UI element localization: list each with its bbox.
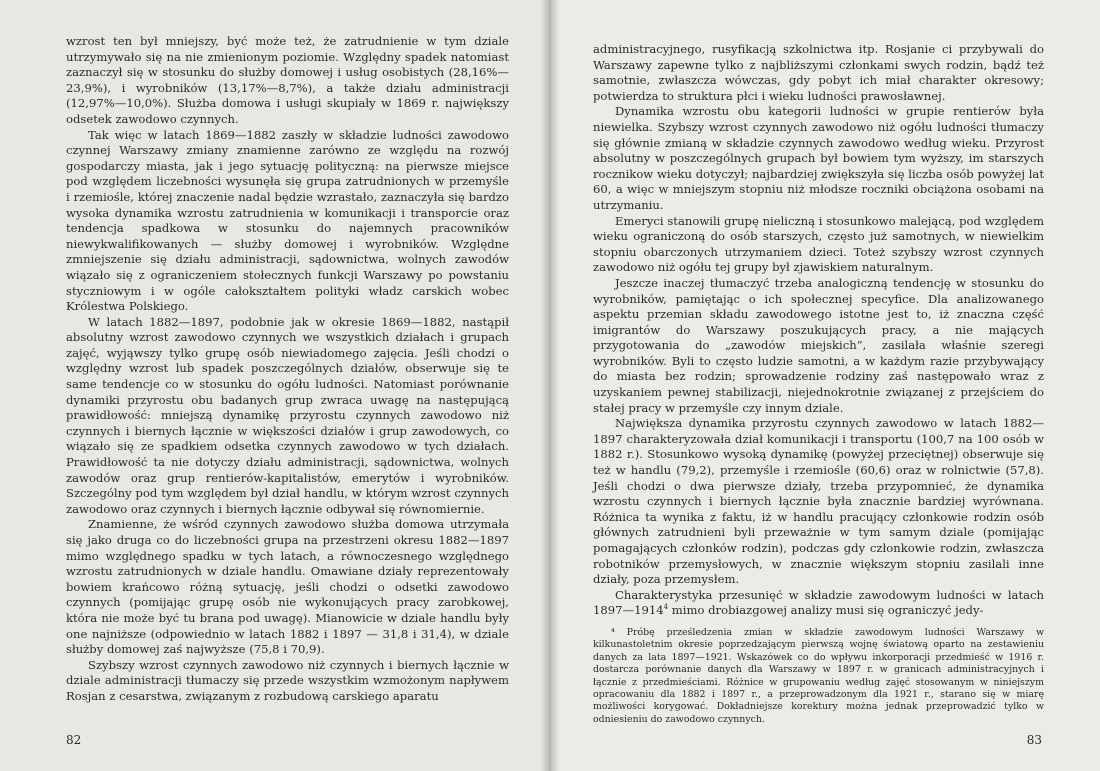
paragraph: Znamienne, że wśród czynnych zawodowo służba domowa utrzymała się jako druga co do liczebności grupa na przestrzeni okresu 1882—1897 mimo względnego spadku w tych latach, a równoczesnego względnego wzrostu zatrudnionych w dziale handlu. Omawiane działy reprezentowały bowiem krańcowo różną sytuację, jeśli chodzi o odsetki zawodowo czynnych (pomijając grupę osób nie wykonujących pracy zarobkowej, która nie może być tu brana pod uwagę). Mianowicie w dziale handlu były one najniższe (odpowiednio w latach 1882 i 1897 — 31,8 i 31,4), w dziale służby domowej zaś najwyższe (75,8 i 70,9). [66,517,509,657]
footnote: ⁴ Próbę prześledzenia zmian w składzie zawodowym ludności Warszawy w kilkunastoletnim okresie poprzedzającym pierwszą wojnę światową oparto na zestawieniu danych za lata 1897—1921. Wskazówek co do wpływu inkorporacji przedmieść w 1916 r. dostarcza porównanie danych dla Warszawy w 1897 r. w granicach administracyjnych i łącznie z przedmieściami. Różnice w grupowaniu według zajęć stosowanym w niniejszym opracowaniu dla 1882 i 1897 r., a przeprowadzonym dla 1921 r., starano się w miarę możliwości korygować. Dokładniejsze korektury można jednak przeprowadzić tylko w odniesieniu do zawodowo czynnych. [593,626,1044,725]
left-page-body [66,34,509,705]
paragraph: Szybszy wzrost czynnych zawodowo niż czynnych i biernych łącznie w dziale administracji tłumaczy się przede wszystkim wzmożonym napływem Rosjan z cesarstwa, związanym z rozbudową carskiego aparatu [66,657,509,703]
paragraph: wzrost ten był mniejszy, być może też, że zatrudnienie w tym dziale utrzymywało się na nie zmienionym poziomie. Względny spadek natomiast zaznaczył się w stosunku do służby domowej i usług osobistych (28,16%—23,9%), i wyrobników (13,17%—8,7%), a także działu administracji (12,97%—10,0%). Służba domowa i usługi skupiały w 1869 r. największy odsetek zawodowo czynnych. [66,34,509,126]
paragraph: administracyjnego, rusyfikacją szkolnictwa itp. Rosjanie ci przybywali do Warszawy zapewne tylko z najbliższymi członkami swych rodzin, bądź też samotnie, zwłaszcza wówczas, gdy pobyt ich miał charakter okresowy; potwierdza to struktura płci i wieku ludności prawosławnej. [593,42,1044,103]
page-number: 83 [1026,733,1042,747]
right-page [549,0,1100,771]
right-page-body [593,42,1044,619]
paragraph: Jeszcze inaczej tłumaczyć trzeba analogiczną tendencję w stosunku do wyrobników, pamiętając o ich społecznej specyfice. Dla analizowanego aspektu przemian składu zawodowego istotne jest to, iż znaczna część imigrantów do Warszawy poszukujących pracy, a nie mających przygotowania do „zawodów miejskich”, zasilała właśnie szeregi wyrobników. Byli to często ludzie samotni, a w każdym razie przybywający do miasta bez rodzin; sprowadzenie rodziny zaś następowało wraz z uzyskaniem pewnej stabilizacji, niejednokrotnie związanej z przejściem do stałej pracy w przemyśle czy innym dziale. [593,275,1044,415]
footnotes [593,627,1044,726]
page-number: 82 [66,733,82,747]
paragraph-text: Charakterystyka przesunięć w składzie zawodowym ludności w latach 1897—1914 [593,587,1044,618]
paragraph [593,588,1044,619]
paragraph: Tak więc w latach 1869—1882 zaszły w składzie ludności zawodowo czynnej Warszawy zmiany znamienne zarówno ze względu na rozwój gospodarczy miasta, jak i jego sytuację polityczną: na pierwsze miejsce pod względem liczebności wysunęła się grupa zatrudnionych w przemyśle i rzemiośle, której znaczenie nadal będzie wzrastało, zaznaczyła się bardzo wysoka dynamika wzrostu zatrudnienia w komunikacji i transporcie oraz tendencja spadkowa w stosunku do najemnych pracowników niewykwalifikowanych — służby domowej i wyrobników. Względne zmniejszenie się działu administracji, sądownictwa, wolnych zawodów wiązało się z ograniczeniem stołecznych funkcji Warszawy po powstaniu styczniowym i w ogóle całokształtem polityki władz carskich wobec Królestwa Polskiego. [66,127,509,314]
left-page [0,0,549,771]
paragraph-text: mimo drobiazgowej analizy musi się ograniczyć jedy- [668,603,984,618]
paragraph: Emeryci stanowili grupę nieliczną i stosunkowo malejącą, pod względem wieku ograniczoną do osób starszych, często już samotnych, w niewielkim stopniu obarczonych utrzymaniem dzieci. Toteż szybszy wzrost czynnych zawodowo niż ogółu tej grupy był zjawiskiem naturalnym. [593,213,1044,275]
paragraph: Największa dynamika przyrostu czynnych zawodowo w latach 1882—1897 charakteryzowała dział komunikacji i transportu (100,7 na 100 osób w 1882 r.). Stosunkowo wysoką dynamikę (powyżej przeciętnej) obserwuje się też w handlu (79,2), przemyśle i rzemiośle (60,6) oraz w rolnictwie (57,8). Jeśli chodzi o dwa pierwsze działy, trzeba przypomnieć, że dynamika wzrostu czynnych i biernych łącznie była znacznie bardziej wyrównana. Różnica ta wynika z faktu, iż w handlu pracujący członkowie rodzin osób głównych zatrudnieni byli przeważnie w tym samym dziale (pomijając pomagających członków rodzin), podczas gdy członkowie rodzin, zwłaszcza robotników przemysłowych, w znacznie większym stopniu zasilali inne działy, poza przemysłem. [593,416,1044,587]
footnote-reference: 4 [663,603,669,612]
paragraph: W latach 1882—1897, podobnie jak w okresie 1869—1882, nastąpił absolutny wzrost zawodowo czynnych we wszystkich działach i grupach zajęć, wyjąwszy tylko grupę osób niewiadomego zajęcia. Jeśli chodzi o względny wzrost lub spadek poszczególnych działów, obserwuje się te same tendencje co w stosunku do ogółu ludności. Natomiast porównanie dynamiki przyrostu obu badanych grup zwraca uwagę na następującą prawidłowość: mniejszą dynamikę przyrostu czynnych zawodowo niż czynnych i biernych łącznie w większości działów i grup zawodowych, co wiązało się ze spadkiem odsetka czynnych zawodowo w tych działach. Prawidłowość ta nie dotyczy działu administracji, sądownictwa, wolnych zawodów oraz grup rentierów-kapitalistów, emerytów i wyrobników. Szczególny pod tym względem był dział handlu, w którym wzrost czynnych zawodowo oraz czynnych i biernych łącznie odbywał się równomiernie. [66,314,509,516]
paragraph: Dynamika wzrostu obu kategorii ludności w grupie rentierów była niewielka. Szybszy wzrost czynnych zawodowo niż ogółu ludności tłumaczy się głównie zmianą w składzie czynnych zawodowo według wieku. Przyrost absolutny w poszczególnych grupach był bowiem tym wyższy, im starszych rocznikow wieku dotyczył; najbardziej zwiększyła się liczba osób powyżej lat 60, a więc w mniejszym stopniu niż młodsze roczniki obciążona osobami na utrzymaniu. [593,104,1044,212]
